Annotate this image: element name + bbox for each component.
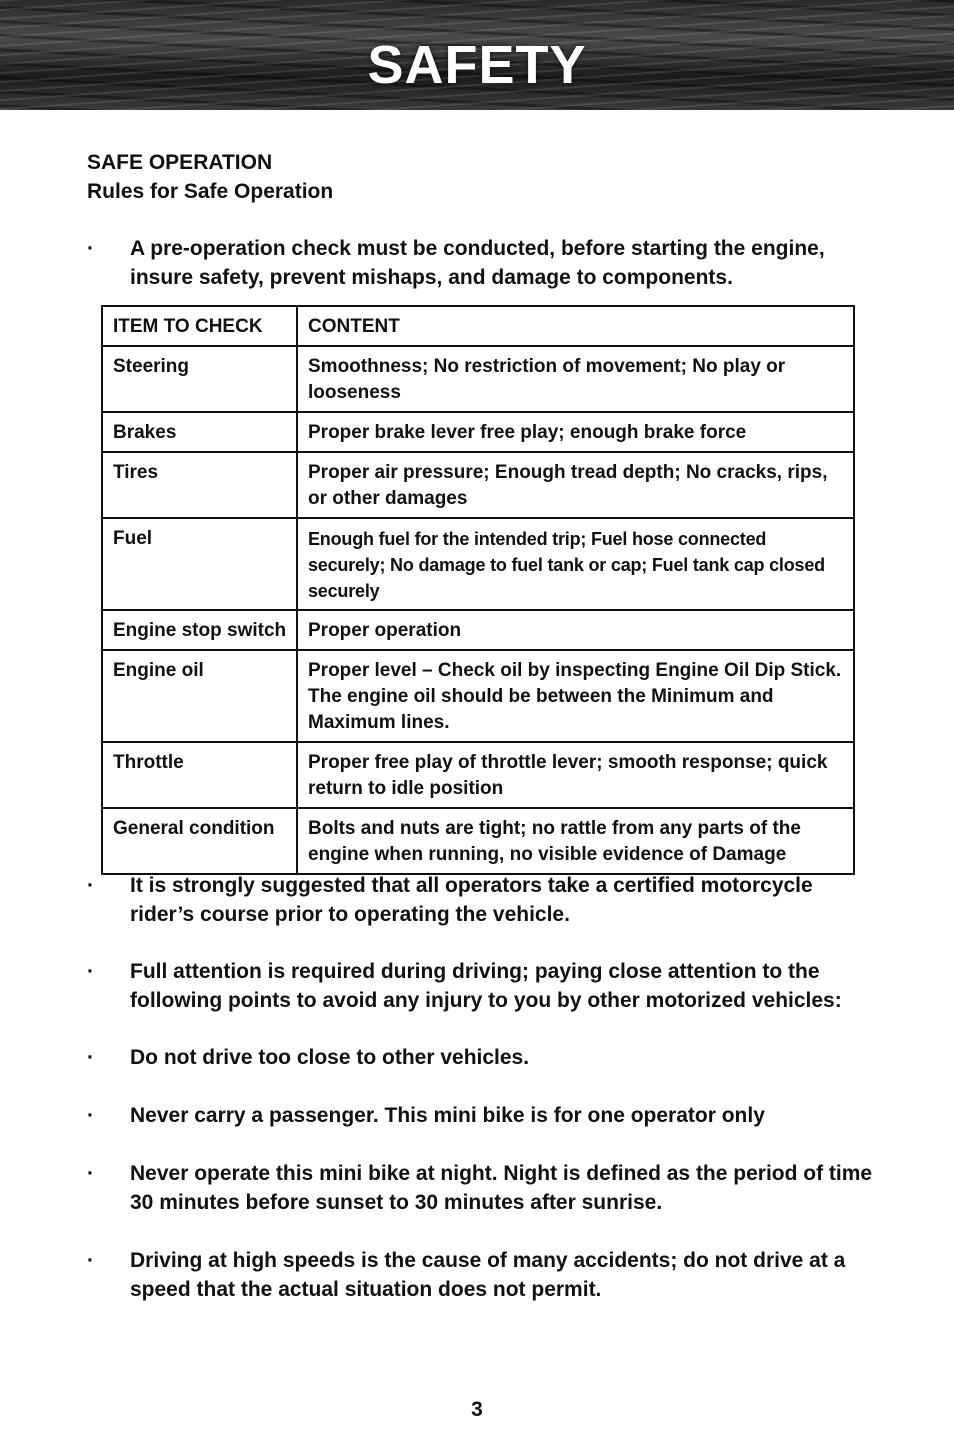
table-cell-item: Engine oil — [102, 650, 297, 742]
bullet-text: Never carry a passenger. This mini bike is for one operator only — [130, 1104, 765, 1127]
bullet-text: Never operate this mini bike at night. Night is defined as the period of time 30 minutes before sunset to 30 minutes after sunrise. — [130, 1162, 873, 1214]
table-row — [102, 452, 854, 518]
table-header-row — [102, 306, 854, 346]
table-cell-content: Proper brake lever free play; enough brake force — [297, 412, 854, 452]
table-cell-item: Engine stop switch — [102, 610, 297, 650]
table-cell-content: Proper air pressure; Enough tread depth; No cracks, rips, or other damages — [297, 452, 854, 518]
table-cell-content: Bolts and nuts are tight; no rattle from any parts of the engine when running, no visible evidence of Damage — [297, 808, 854, 874]
bullet-marker: · — [87, 1162, 94, 1185]
bullet-text: A pre-operation check must be conducted, before starting the engine, insure safety, prevent mishaps, and damage to components. — [130, 237, 825, 289]
table-header-item: ITEM TO CHECK — [102, 306, 297, 346]
table-cell-item: Steering — [102, 346, 297, 412]
bullet-marker: · — [87, 874, 94, 897]
bullet-text: Full attention is required during driving; paying close attention to the following points to avoid any injury to you by other motorized vehicles: — [130, 960, 842, 1012]
table-cell-item: Tires — [102, 452, 297, 518]
page-number: 3 — [471, 1398, 483, 1421]
table-cell-item: General condition — [102, 808, 297, 874]
bullet-marker: · — [87, 1249, 94, 1272]
table-row — [102, 650, 854, 742]
table-cell-item: Fuel — [102, 518, 297, 610]
table-cell-content: Proper level – Check oil by inspecting Engine Oil Dip Stick. The engine oil should be between the Minimum and Maximum lines. — [297, 650, 854, 742]
table-row — [102, 412, 854, 452]
bullet-text: Do not drive too close to other vehicles. — [130, 1046, 530, 1069]
page-title: SAFETY — [367, 35, 587, 95]
table-row — [102, 518, 854, 610]
table-cell-content: Enough fuel for the intended trip; Fuel hose connected securely; No damage to fuel tank or cap; Fuel tank cap closed securely — [297, 518, 854, 610]
section-subheading: Rules for Safe Operation — [87, 180, 334, 203]
table-header-content: CONTENT — [297, 306, 854, 346]
table-cell-item: Brakes — [102, 412, 297, 452]
table-cell-item: Throttle — [102, 742, 297, 808]
bullet-marker: · — [87, 1046, 94, 1069]
table-row — [102, 808, 854, 874]
table-row — [102, 742, 854, 808]
table-cell-content: Proper operation — [297, 610, 854, 650]
table-row — [102, 346, 854, 412]
section-heading-block — [87, 148, 333, 206]
table-cell-content: Smoothness; No restriction of movement; No play or looseness — [297, 346, 854, 412]
bullet-marker: · — [87, 237, 94, 260]
bullet-text: It is strongly suggested that all operators take a certified motorcycle rider’s course prior to operating the vehicle. — [130, 874, 813, 926]
pre-operation-check-table — [101, 305, 855, 875]
table-cell-content: Proper free play of throttle lever; smooth response; quick return to idle position — [297, 742, 854, 808]
bullet-marker: · — [87, 960, 94, 983]
header-banner — [0, 0, 954, 110]
bullet-marker: · — [87, 1104, 94, 1127]
table-row — [102, 610, 854, 650]
bullet-text: Driving at high speeds is the cause of many accidents; do not drive at a speed that the actual situation does not permit. — [130, 1249, 846, 1301]
section-heading: SAFE OPERATION — [87, 151, 273, 174]
